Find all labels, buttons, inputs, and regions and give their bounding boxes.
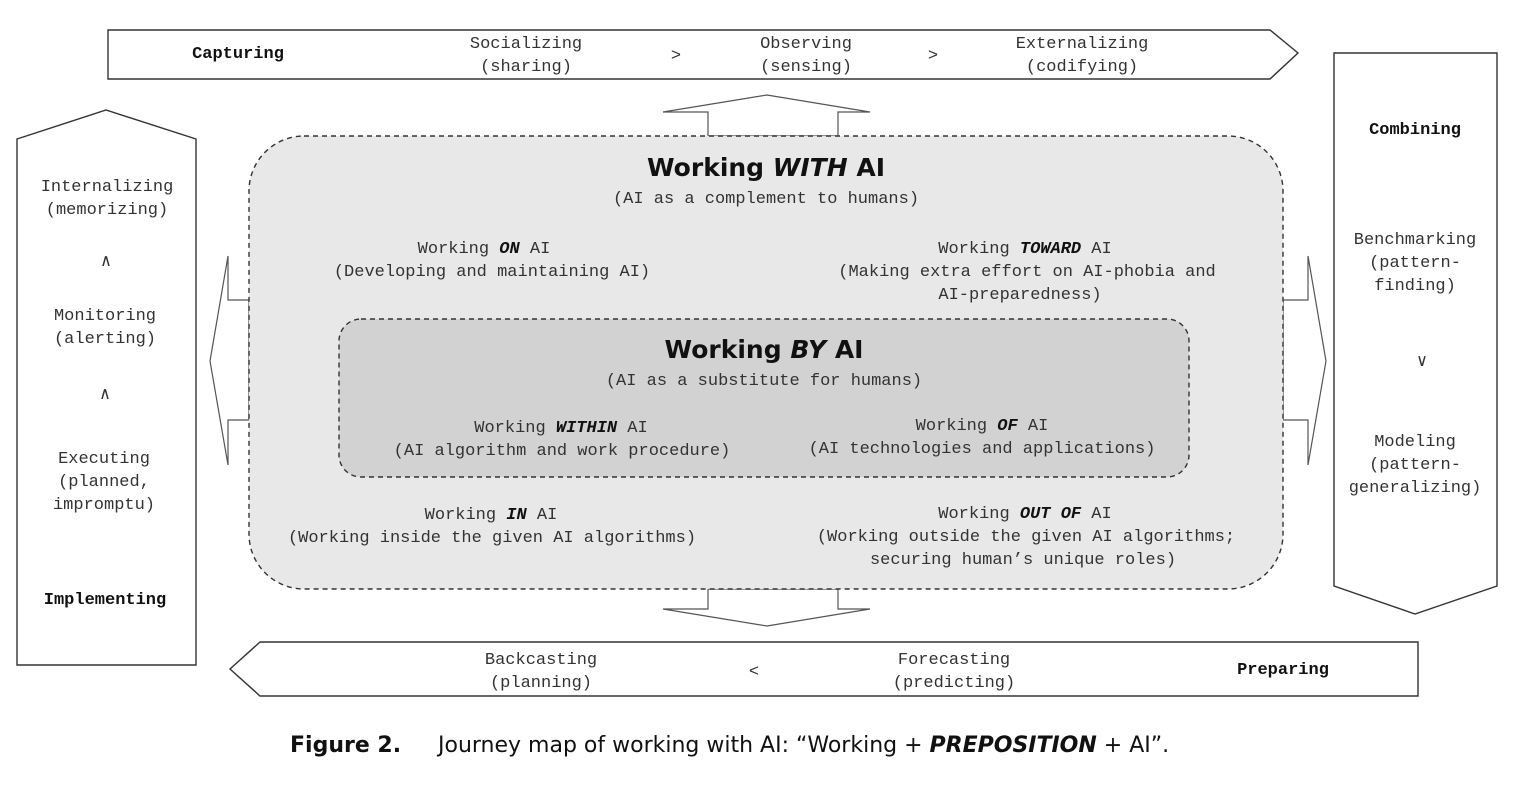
working-toward-ai-desc-1: (Making extra effort on AI-phobia and	[838, 263, 1216, 282]
capturing-sep-2: >	[927, 47, 939, 66]
observing-sub: (sensing)	[760, 58, 852, 77]
left-connector-arrow	[210, 256, 249, 465]
working-toward-ai-desc-2: AI-preparedness)	[938, 286, 1102, 305]
modeling-sub-2: generalizing)	[1348, 479, 1482, 498]
implementing-arrow	[17, 110, 196, 665]
working-toward-ai-label: Working TOWARD AI	[938, 240, 1112, 259]
working-by-ai-box	[339, 319, 1189, 477]
figure-caption	[290, 733, 1169, 758]
benchmarking-sub-1: (pattern-	[1369, 254, 1461, 273]
working-on-ai-desc: (Developing and maintaining AI)	[333, 263, 651, 282]
externalizing-label: Externalizing	[1015, 35, 1149, 54]
socializing-label: Socializing	[469, 35, 583, 54]
forecasting-label: Forecasting	[897, 651, 1011, 670]
benchmarking-sub-2: finding)	[1374, 277, 1456, 296]
internalizing-sub: (memorizing)	[45, 201, 169, 220]
benchmarking-label: Benchmarking	[1353, 231, 1477, 250]
preparing-title: Preparing	[1237, 661, 1329, 680]
capturing-sep-1: >	[670, 47, 682, 66]
caption-text: Journey map of working with AI: “Working + PREPOSITION + AI”.	[438, 733, 1170, 758]
caption-label: Figure 2.	[290, 733, 402, 758]
up-connector-arrow	[663, 95, 870, 136]
implementing-sep-2: ∧	[99, 386, 111, 405]
externalizing-sub: (codifying)	[1025, 58, 1139, 77]
monitoring-label: Monitoring	[53, 307, 157, 326]
executing-sub-1: (planned,	[58, 473, 150, 492]
working-by-ai-title: Working BY AI	[664, 335, 864, 364]
backcasting-label: Backcasting	[484, 651, 598, 670]
capturing-title: Capturing	[192, 45, 284, 64]
working-by-ai-subtitle: (AI as a substitute for humans)	[605, 372, 923, 391]
right-connector-arrow	[1283, 256, 1326, 465]
implementing-sep-1: ∧	[100, 253, 112, 272]
combining-arrow	[1334, 53, 1497, 614]
preparing-arrow	[230, 642, 1418, 696]
working-of-ai-label: Working OF AI	[915, 417, 1049, 436]
working-out-of-ai-desc-2: securing human’s unique roles)	[869, 551, 1177, 570]
working-with-ai-subtitle: (AI as a complement to humans)	[612, 190, 920, 209]
observing-label: Observing	[760, 35, 852, 54]
working-out-of-ai-desc-1: (Working outside the given AI algorithms;	[816, 528, 1236, 547]
working-within-ai-label: Working WITHIN AI	[474, 419, 648, 438]
modeling-sub-1: (pattern-	[1369, 456, 1461, 475]
capturing-arrow	[108, 30, 1298, 79]
backcasting-sub: (planning)	[489, 674, 593, 693]
working-with-ai-title: Working WITH AI	[647, 153, 885, 182]
modeling-label: Modeling	[1374, 433, 1456, 452]
working-in-ai-label: Working IN AI	[424, 506, 558, 525]
working-within-ai-desc: (AI algorithm and work procedure)	[393, 442, 731, 461]
down-connector-arrow	[663, 589, 870, 626]
implementing-title: Implementing	[43, 591, 167, 610]
working-on-ai-label: Working ON AI	[417, 240, 551, 259]
internalizing-label: Internalizing	[40, 178, 174, 197]
working-of-ai-desc: (AI technologies and applications)	[808, 440, 1156, 459]
working-out-of-ai-label: Working OUT OF AI	[938, 505, 1112, 524]
executing-label: Executing	[58, 450, 150, 469]
executing-sub-2: impromptu)	[52, 496, 156, 515]
socializing-sub: (sharing)	[480, 58, 572, 77]
preparing-sep: <	[748, 663, 760, 682]
combining-title: Combining	[1369, 121, 1461, 140]
monitoring-sub: (alerting)	[53, 330, 157, 349]
working-in-ai-desc: (Working inside the given AI algorithms)	[287, 529, 697, 548]
forecasting-sub: (predicting)	[892, 674, 1016, 693]
combining-sep: ∨	[1416, 353, 1428, 372]
